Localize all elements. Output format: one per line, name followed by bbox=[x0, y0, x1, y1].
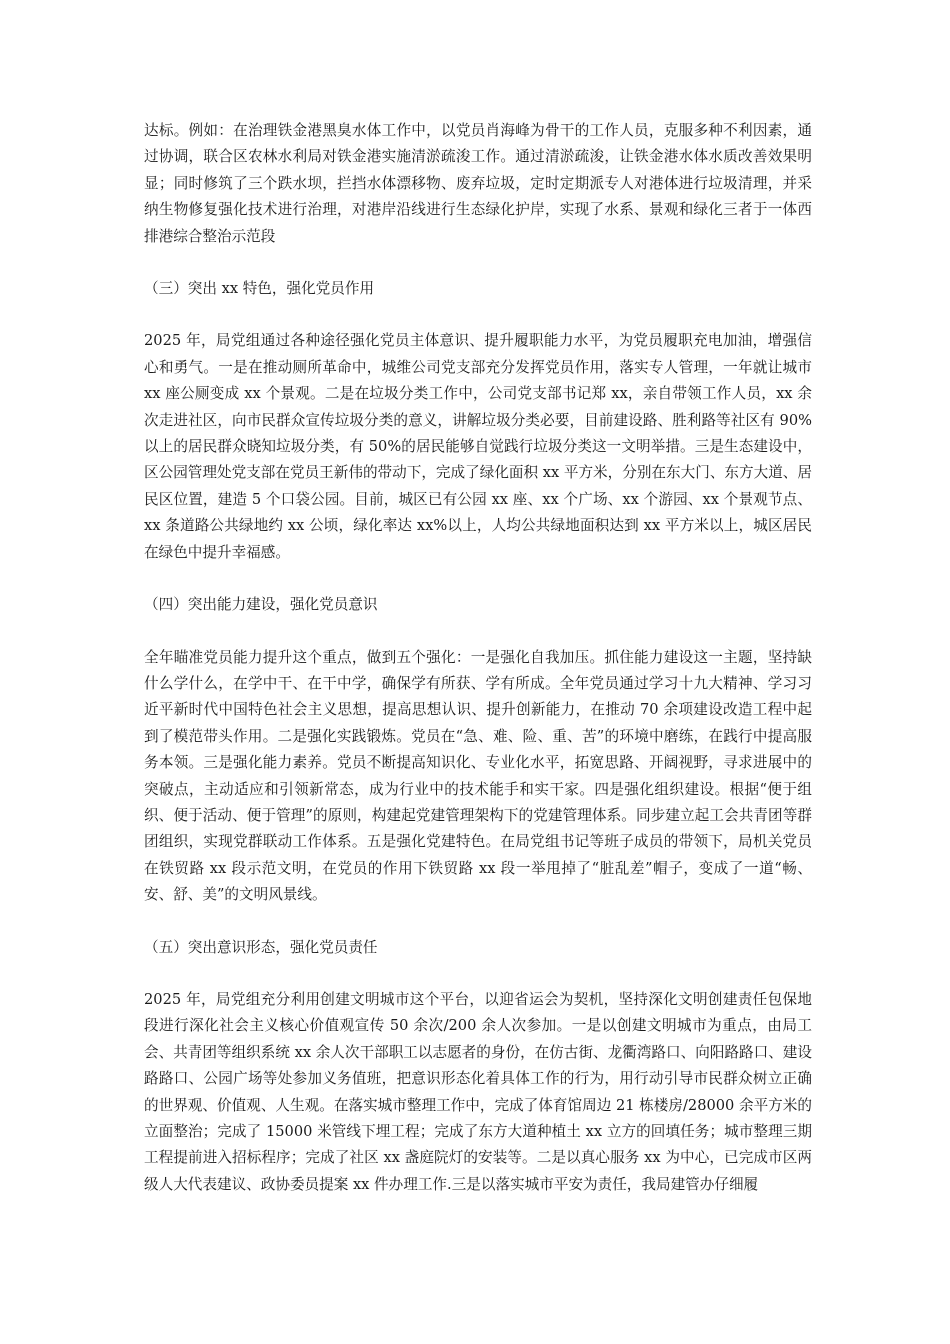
section-heading-4: （四）突出能力建设，强化党员意识 bbox=[144, 596, 378, 614]
paragraph-section-5: 2025 年，局党组充分利用创建文明城市这个平台，以迎省运会为契机，坚持深化文明创建责任包保地段进行深化社会主义核心价值观宣传 50 余次/200 余人次参加。一是以创建文明城市为重点，由局工会、共青团等组织系统 xx 余人次干部职工以志愿者的身份，在仿古街、龙衢湾路口、向阳路路口、建设路路口、公园广场等处参加义务值班，把意识形态化着具体工作的行为，用行动引导市民群众树立正确的世界观、价值观、人生观。在落实城市整理工作中，完成了体育馆周边 21 栋楼房/28000 余平方米的立面整治；完成了 15000 米管线下埋工程；完成了东方大道种植土 xx 立方的回填任务；城市整理三期工程提前进入招标程序；完成了社区 xx 盏庭院灯的安装等。二是以真心服务 xx 为中心，已完成市区两级人大代表建议、政协委员提案 xx 件办理工作.三是以落实城市平安为责任，我局建管办仔细履 bbox=[144, 990, 812, 1193]
paragraph-section-3: 2025 年，局党组通过各种途径强化党员主体意识、提升履职能力水平，为党员履职充电加油，增强信心和勇气。一是在推动厕所革命中，城维公司党支部充分发挥党员作用，落实专人管理，一年就让城市 xx 座公厕变成 xx 个景观。二是在垃圾分类工作中，公司党支部书记郑 xx，亲自带领工作人员，xx 余次走进社区，向市民群众宣传垃圾分类的意义，讲解垃圾分类必要，目前建设路、胜利路等社区有 90%以上的居民群众晓知垃圾分类，有 50%的居民能够自觉践行垃圾分类这一文明举措。三是生态建设中，区公园管理处党支部在党员王新伟的带动下，完成了绿化面积 xx 平方米，分别在东大门、东方大道、居民区位置，建造 5 个口袋公园。目前，城区已有公园 xx 座、xx 个广场、xx 个游园、xx 个景观节点、xx 条道路公共绿地约 xx 公顷，绿化率达 xx%以上，人均公共绿地面积达到 xx 平方米以上，城区居民在绿色中提升幸福感。 bbox=[144, 332, 812, 561]
section-heading-5: （五）突出意识形态，强化党员责任 bbox=[144, 938, 378, 956]
document-body bbox=[144, 118, 812, 1224]
paragraph-intro: 达标。例如：在治理铁金港黑臭水体工作中，以党员肖海峰为骨干的工作人员，克服多种不利因素，通过协调，联合区农林水利局对铁金港实施清淤疏浚工作。通过清淤疏浚，让铁金港水体水质改善效果明显；同时修筑了三个跌水坝，拦挡水体漂移物、废弃垃圾，定时定期派专人对港体进行垃圾清理，并采纳生物修复强化技术进行治理，对港岸沿线进行生态绿化护岸，实现了水系、景观和绿化三者于一体西排港综合整治示范段 bbox=[144, 122, 812, 245]
section-heading-3: （三）突出 xx 特色，强化党员作用 bbox=[144, 280, 375, 298]
paragraph-section-4: 全年瞄准党员能力提升这个重点，做到五个强化：一是强化自我加压。抓住能力建设这一主题，坚持缺什么学什么，在学中干、在干中学，确保学有所获、学有所成。全年党员通过学习十九大精神、学习习近平新时代中国特色社会主义思想，提高思想认识、提升创新能力，在推动 70 余项建设改造工程中起到了模范带头作用。二是强化实践锻炼。党员在“急、难、险、重、苦”的环境中磨练，在践行中提高服务本领。三是强化能力素养。党员不断提高知识化、专业化水平，拓宽思路、开阔视野，寻求进展中的突破点，主动适应和引领新常态，成为行业中的技术能手和实干家。四是强化组织建设。根据“便于组织、便于活动、便于管理”的原则，构建起党建管理架构下的党建管理体系。同步建立起工会共青团等群团组织，实现党群联动工作体系。五是强化党建特色。在局党组书记等班子成员的带领下，局机关党员在铁贸路 xx 段示范文明，在党员的作用下铁贸路 xx 段一举甩掉了“脏乱差”帽子，变成了一道“畅、安、舒、美”的文明风景线。 bbox=[144, 648, 812, 904]
